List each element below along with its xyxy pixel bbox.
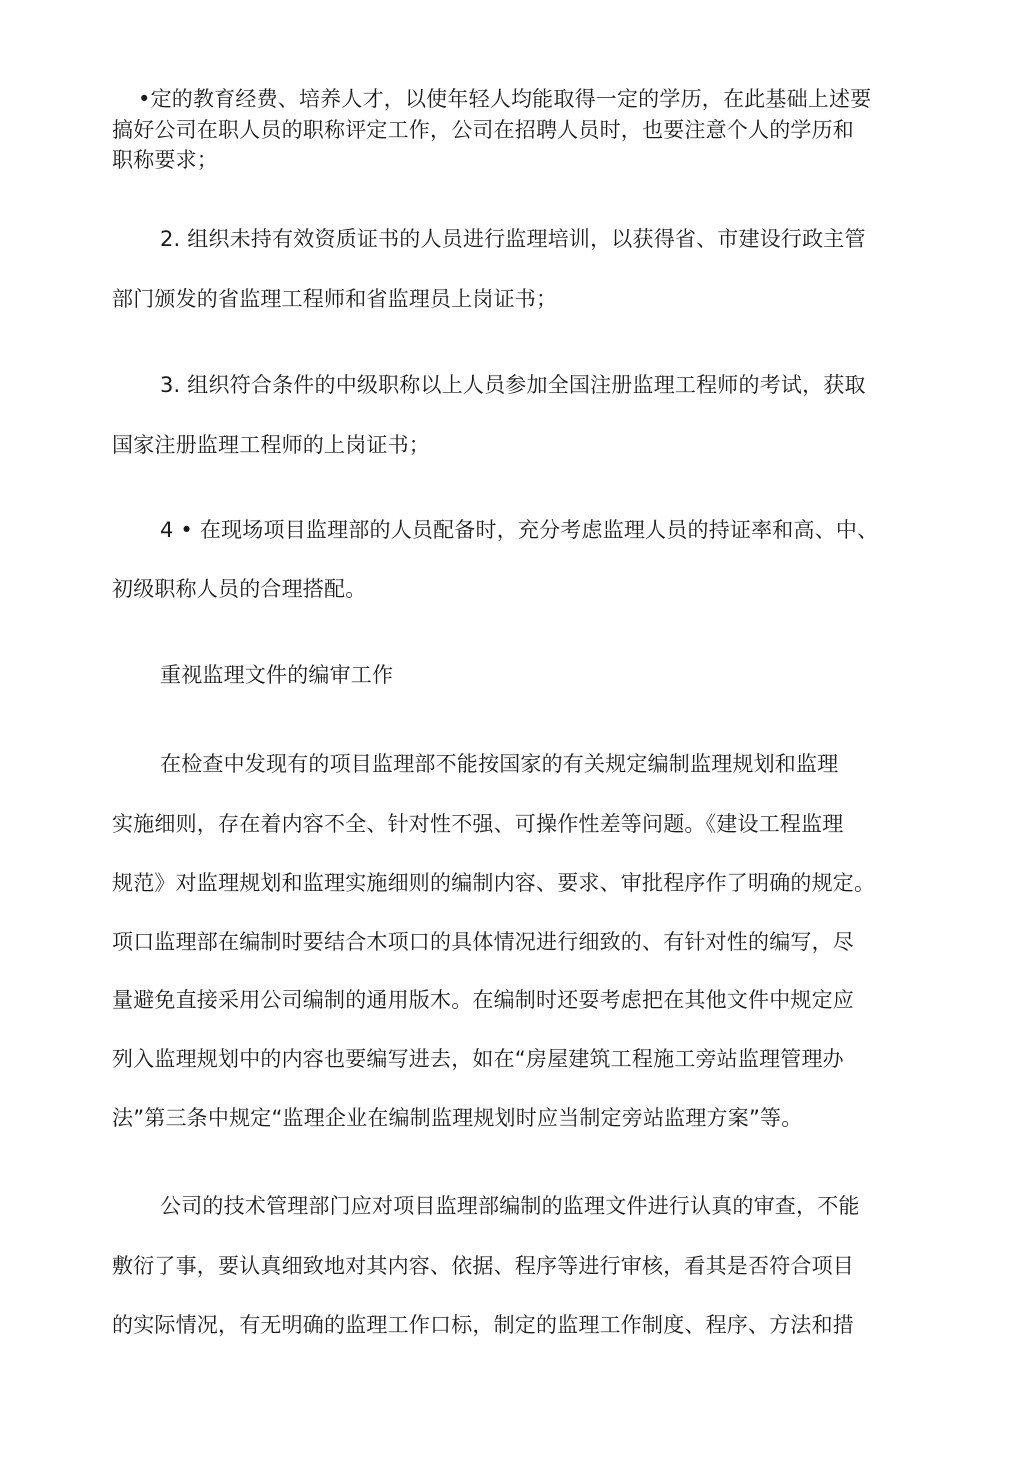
list-item-line: 部门颁发的省监理工程师和省监理员上岗证书； bbox=[112, 287, 558, 311]
paragraph-line: 项口监理部在编制时要结合木项口的具体情况进行细致的、有针对性的编写，尽 bbox=[112, 930, 854, 954]
paragraph-line: 职称要求； bbox=[112, 148, 218, 172]
paragraph-line: 在检查中发现有的项目监理部不能按国家的有关规定编制监理规划和监理 bbox=[160, 752, 839, 776]
list-item-line: 2. 组织未持有效资质证书的人员进行监理培训，以获得省、市建设行政主管 bbox=[160, 227, 866, 251]
paragraph-line: 量避免直接采用公司编制的通用版木。在编制时还耍考虑把在其他文件中规定应 bbox=[112, 988, 854, 1012]
list-item-line: 初级职称人员的合理搭配。 bbox=[112, 577, 367, 601]
paragraph-line: 公司的技术管理部门应对项目监理部编制的监理文件进行认真的审查，不能 bbox=[160, 1194, 860, 1218]
paragraph-line: 列入监理规划中的内容也要编写进去，如在“房屋建筑工程施工旁站监理管理办 bbox=[112, 1047, 844, 1071]
list-item-line: 3. 组织符合条件的中级职称以上人员参加全国注册监理工程师的考试，获取 bbox=[160, 373, 866, 397]
paragraph-line: 规范》对监理规划和监理实施细则的编制内容、要求、审批程序作了明确的规定。 bbox=[112, 871, 876, 895]
paragraph-line: 敷衍了事，要认真细致地对其内容、依据、程序等进行审核，看其是否符合项目 bbox=[112, 1254, 854, 1278]
list-item-line: 4 • 在现场项目监理部的人员配备时，充分考虑监理人员的持证率和高、中、 bbox=[160, 518, 879, 542]
paragraph-line: 的实际情况，有无明确的监理工作口标，制定的监理工作制度、程序、方法和措 bbox=[112, 1313, 854, 1337]
paragraph-line: •定的教育经费、培养人才，以使年轻人均能取得一定的学历，在此基础上述要 bbox=[138, 87, 872, 111]
paragraph-line: 法”第三条中规定“监理企业在编制监理规划时应当制定旁站监理方案”等。 bbox=[112, 1106, 803, 1130]
paragraph-line: 实施细则，存在着内容不全、针对性不强、可操作性差等问题。《建设工程监理 bbox=[112, 812, 844, 836]
list-item-line: 国家注册监理工程师的上岗证书； bbox=[112, 433, 430, 457]
paragraph-line: 搞好公司在职人员的职称评定工作，公司在招聘人员时，也要注意个人的学历和 bbox=[112, 118, 854, 142]
section-heading: 重视监理文件的编审工作 bbox=[160, 663, 394, 687]
